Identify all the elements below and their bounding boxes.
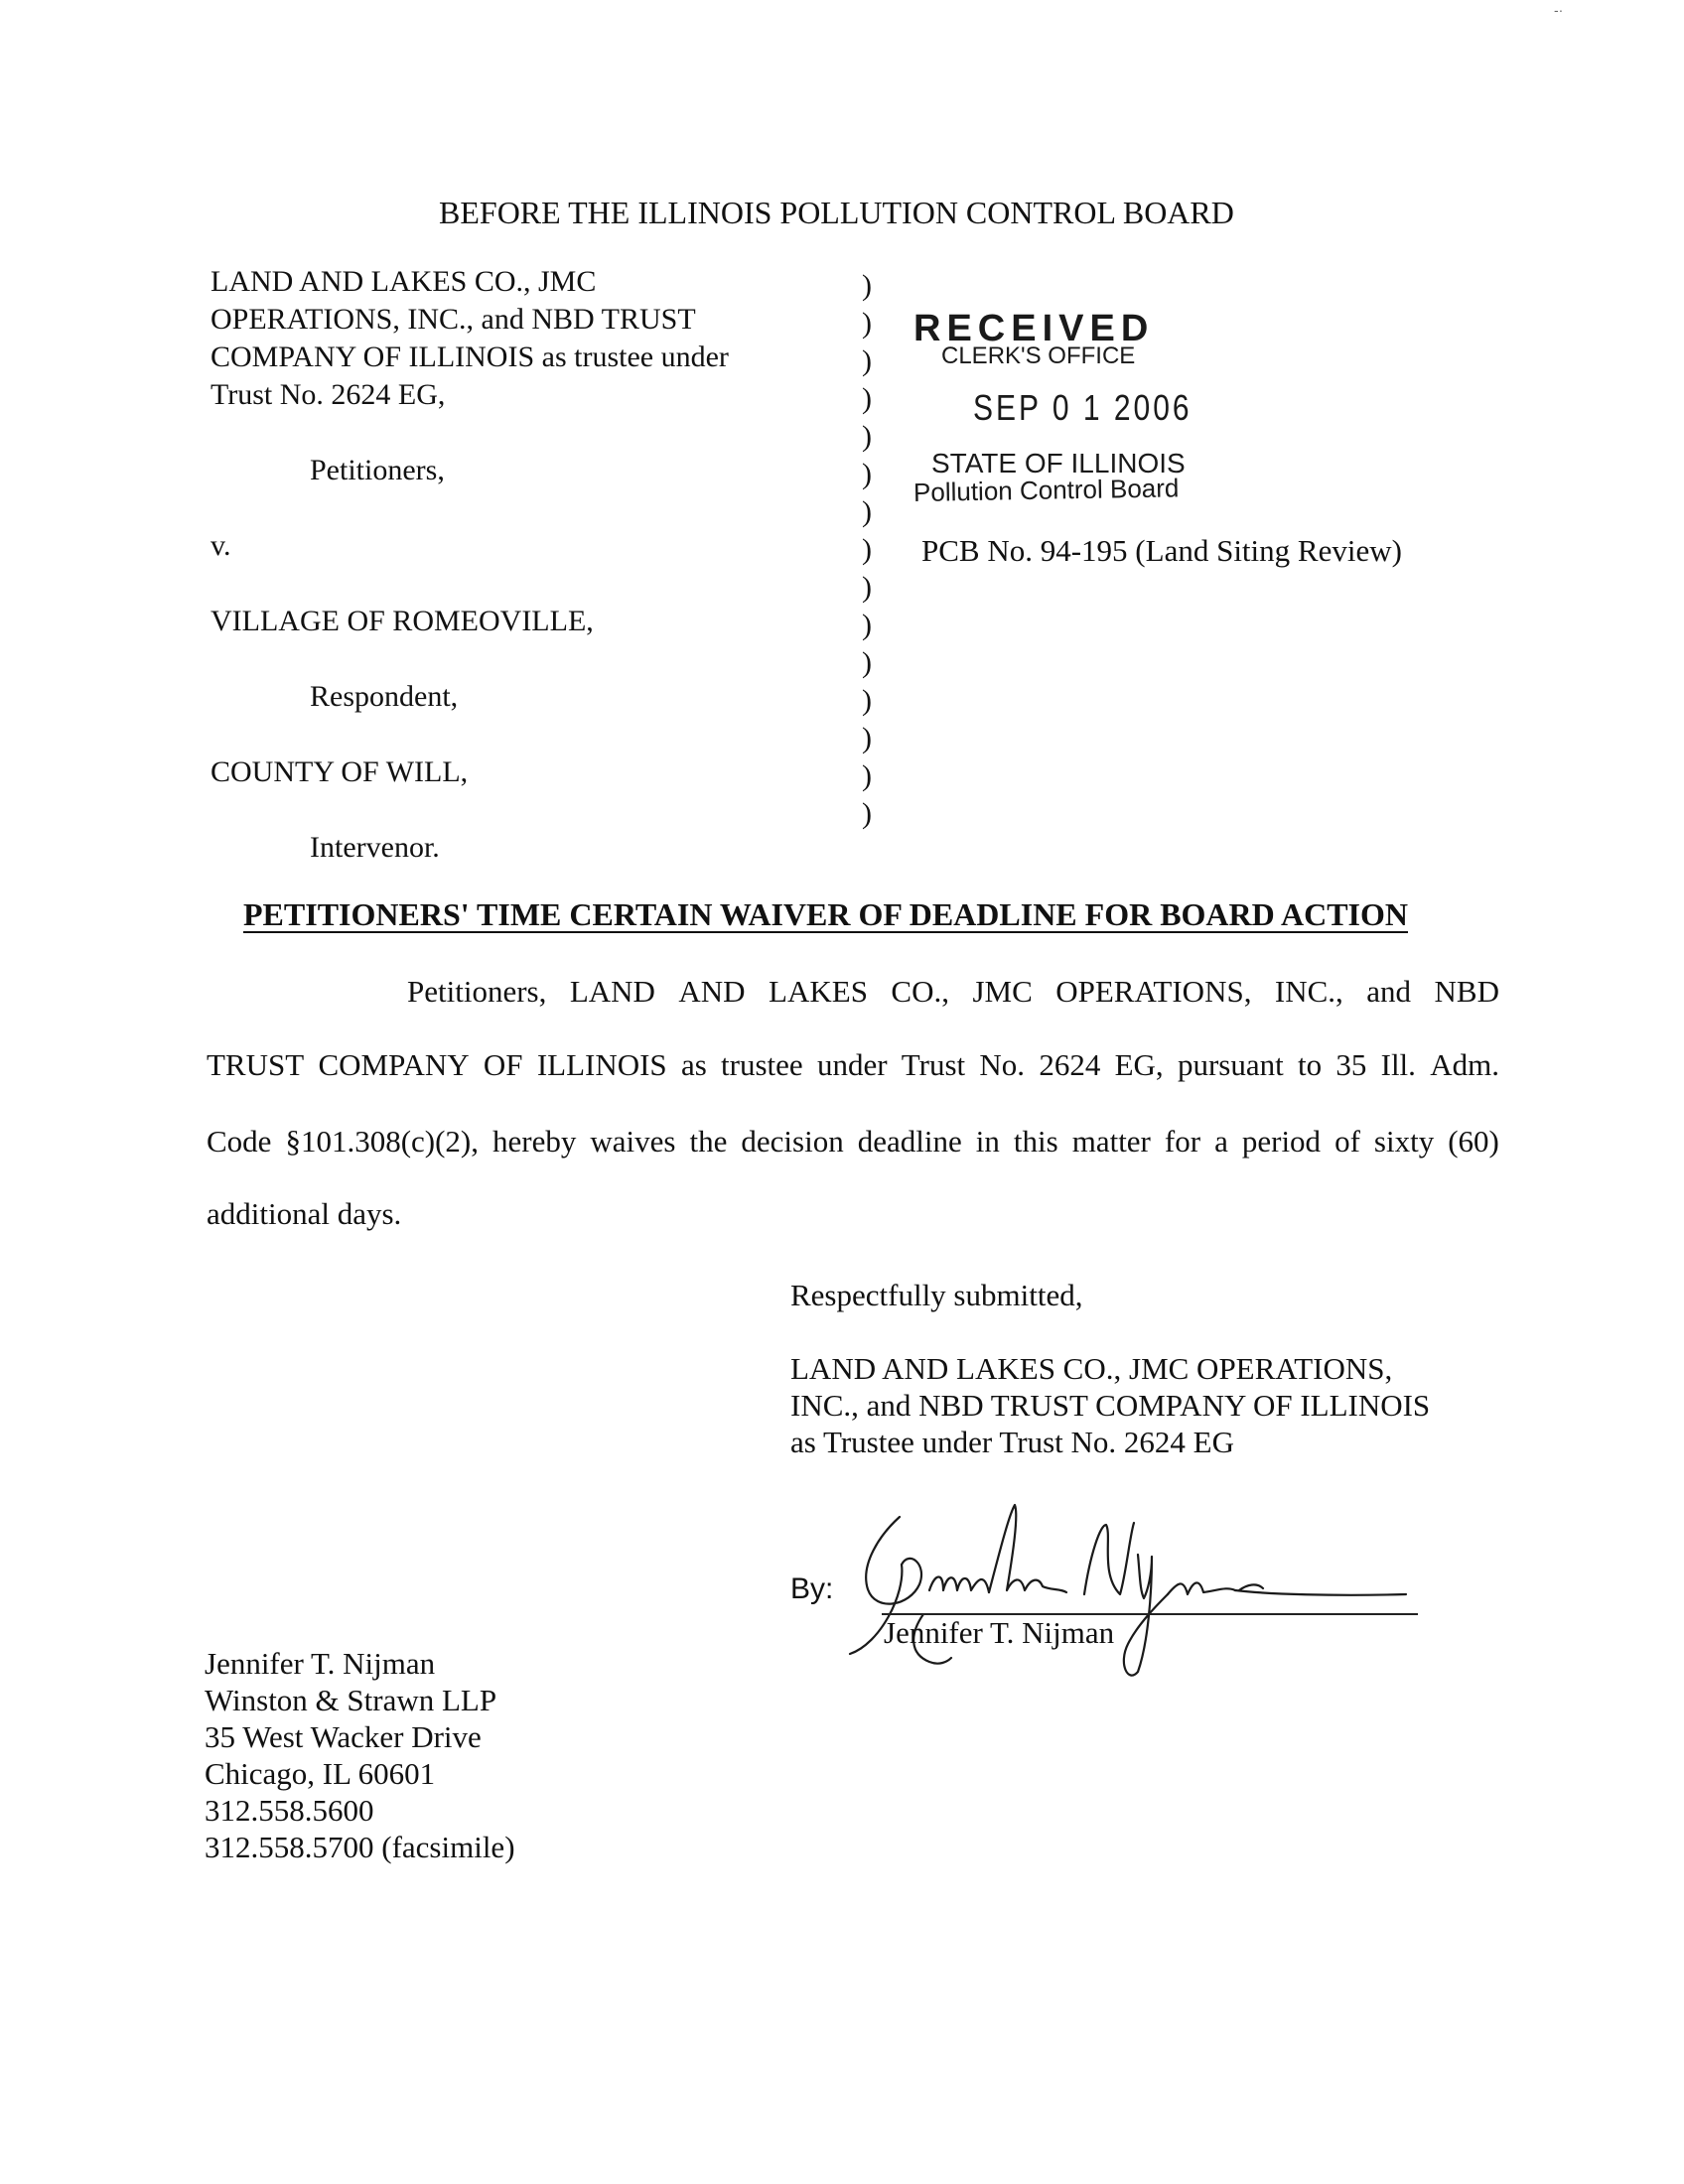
intervenor-name: COUNTY OF WILL, xyxy=(210,755,469,788)
party-line: LAND AND LAKES CO., JMC OPERATIONS, xyxy=(790,1351,1393,1386)
body-word: COMPANY xyxy=(318,1047,470,1082)
body-word: and xyxy=(1366,974,1412,1009)
case-number: PCB No. 94-195 (Land Siting Review) xyxy=(921,533,1402,568)
caption-paren: ) xyxy=(862,722,872,754)
body-word: to xyxy=(1297,1047,1323,1082)
caption-paren: ) xyxy=(862,269,872,302)
petitioner-line: COMPANY OF ILLINOIS as trustee under xyxy=(210,341,729,373)
body-line-3 xyxy=(207,1124,1499,1160)
address-line: 312.558.5600 xyxy=(205,1793,374,1828)
body-word: pursuant xyxy=(1177,1047,1284,1082)
court-heading: BEFORE THE ILLINOIS POLLUTION CONTROL BOARD xyxy=(439,195,1234,230)
body-word: LAKES xyxy=(769,974,868,1009)
caption-paren: ) xyxy=(862,420,872,453)
intervenor-role: Intervenor. xyxy=(310,831,440,864)
body-line-2 xyxy=(207,1047,1499,1083)
closing-party xyxy=(790,1350,1430,1460)
body-word: CO., xyxy=(891,974,949,1009)
body-line-1 xyxy=(407,974,1499,1010)
body-word: OF xyxy=(483,1047,523,1082)
caption-parentheses-column xyxy=(862,267,872,833)
body-word: Code xyxy=(207,1124,272,1159)
body-word: waives xyxy=(590,1124,676,1159)
body-word: §101.308(c)(2), xyxy=(285,1124,480,1159)
address-line: 35 West Wacker Drive xyxy=(205,1719,482,1754)
body-word: deadline xyxy=(857,1124,962,1159)
body-word: period xyxy=(1241,1124,1322,1159)
address-line: Jennifer T. Nijman xyxy=(205,1646,436,1681)
body-word: AND xyxy=(678,974,746,1009)
caption-paren: ) xyxy=(862,646,872,679)
stamp-board: Pollution Control Board xyxy=(912,473,1180,507)
stamp-received: RECEIVED xyxy=(913,308,1155,349)
case-caption xyxy=(210,263,729,867)
body-word: TRUST xyxy=(207,1047,305,1082)
handwritten-signature xyxy=(840,1495,1456,1694)
body-word: LAND xyxy=(569,974,655,1009)
body-word: of xyxy=(1334,1124,1360,1159)
received-stamp xyxy=(913,310,1193,506)
body-word: OPERATIONS, xyxy=(1055,974,1252,1009)
address-line: Chicago, IL 60601 xyxy=(205,1756,436,1791)
body-word: decision xyxy=(741,1124,844,1159)
body-word: JMC xyxy=(972,974,1033,1009)
caption-paren: ) xyxy=(862,684,872,717)
caption-paren: ) xyxy=(862,382,872,415)
body-word: Ill. xyxy=(1380,1047,1416,1082)
closing-submitted: Respectfully submitted, xyxy=(790,1278,1083,1312)
body-word: a xyxy=(1214,1124,1228,1159)
caption-paren: ) xyxy=(862,571,872,604)
body-word: NBD xyxy=(1434,974,1499,1009)
petitioner-line: Trust No. 2624 EG, xyxy=(210,378,446,411)
body-word: No. xyxy=(979,1047,1026,1082)
caption-paren: ) xyxy=(862,533,872,566)
body-word: for xyxy=(1164,1124,1201,1159)
body-word: 2624 xyxy=(1039,1047,1101,1082)
petitioner-line: LAND AND LAKES CO., JMC xyxy=(210,265,597,298)
caption-paren: ) xyxy=(862,609,872,641)
address-line: Winston & Strawn LLP xyxy=(205,1683,497,1717)
address-line: 312.558.5700 (facsimile) xyxy=(205,1830,515,1864)
stamp-clerk-office: CLERK'S OFFICE xyxy=(941,342,1136,369)
body-word: Adm. xyxy=(1430,1047,1499,1082)
body-word: (60) xyxy=(1448,1124,1499,1159)
body-word: INC., xyxy=(1274,974,1343,1009)
body-word: the xyxy=(689,1124,728,1159)
respondent-role: Respondent, xyxy=(310,680,459,713)
body-word: matter xyxy=(1071,1124,1151,1159)
party-line: INC., and NBD TRUST COMPANY OF ILLINOIS xyxy=(790,1388,1431,1423)
caption-paren: ) xyxy=(862,344,872,377)
body-word: trustee xyxy=(721,1047,803,1082)
body-word: Trust xyxy=(901,1047,966,1082)
body-word: sixty xyxy=(1373,1124,1435,1159)
caption-paren: ) xyxy=(862,495,872,528)
body-word: ILLINOIS xyxy=(536,1047,667,1082)
petitioners-role: Petitioners, xyxy=(310,454,445,486)
stamp-date: SEP 0 1 2006 xyxy=(973,389,1193,429)
body-line-4: additional days. xyxy=(207,1196,402,1231)
respondent-name: VILLAGE OF ROMEOVILLE, xyxy=(210,605,594,637)
body-word: EG, xyxy=(1114,1047,1164,1082)
caption-paren: ) xyxy=(862,759,872,792)
caption-paren: ) xyxy=(862,307,872,340)
scan-corner-mark: -· xyxy=(1554,2,1564,18)
body-word: hereby xyxy=(492,1124,577,1159)
body-word: as xyxy=(680,1047,707,1082)
caption-paren: ) xyxy=(862,458,872,490)
versus: v. xyxy=(210,529,231,562)
document-title: PETITIONERS' TIME CERTAIN WAIVER OF DEADLINE FOR BOARD ACTION xyxy=(243,896,1408,932)
body-word: this xyxy=(1013,1124,1058,1159)
petitioner-line: OPERATIONS, INC., and NBD TRUST xyxy=(210,303,696,336)
body-word: 35 xyxy=(1335,1047,1367,1082)
body-word: under xyxy=(816,1047,888,1082)
by-label: By: xyxy=(790,1572,834,1605)
signer-name: Jennifer T. Nijman xyxy=(884,1615,1115,1650)
attorney-address-block xyxy=(205,1645,515,1865)
party-line: as Trustee under Trust No. 2624 EG xyxy=(790,1425,1234,1459)
caption-paren: ) xyxy=(862,797,872,830)
stamp-state: STATE OF ILLINOIS xyxy=(931,448,1186,478)
body-word: Petitioners, xyxy=(407,974,547,1009)
body-word: in xyxy=(975,1124,1000,1159)
